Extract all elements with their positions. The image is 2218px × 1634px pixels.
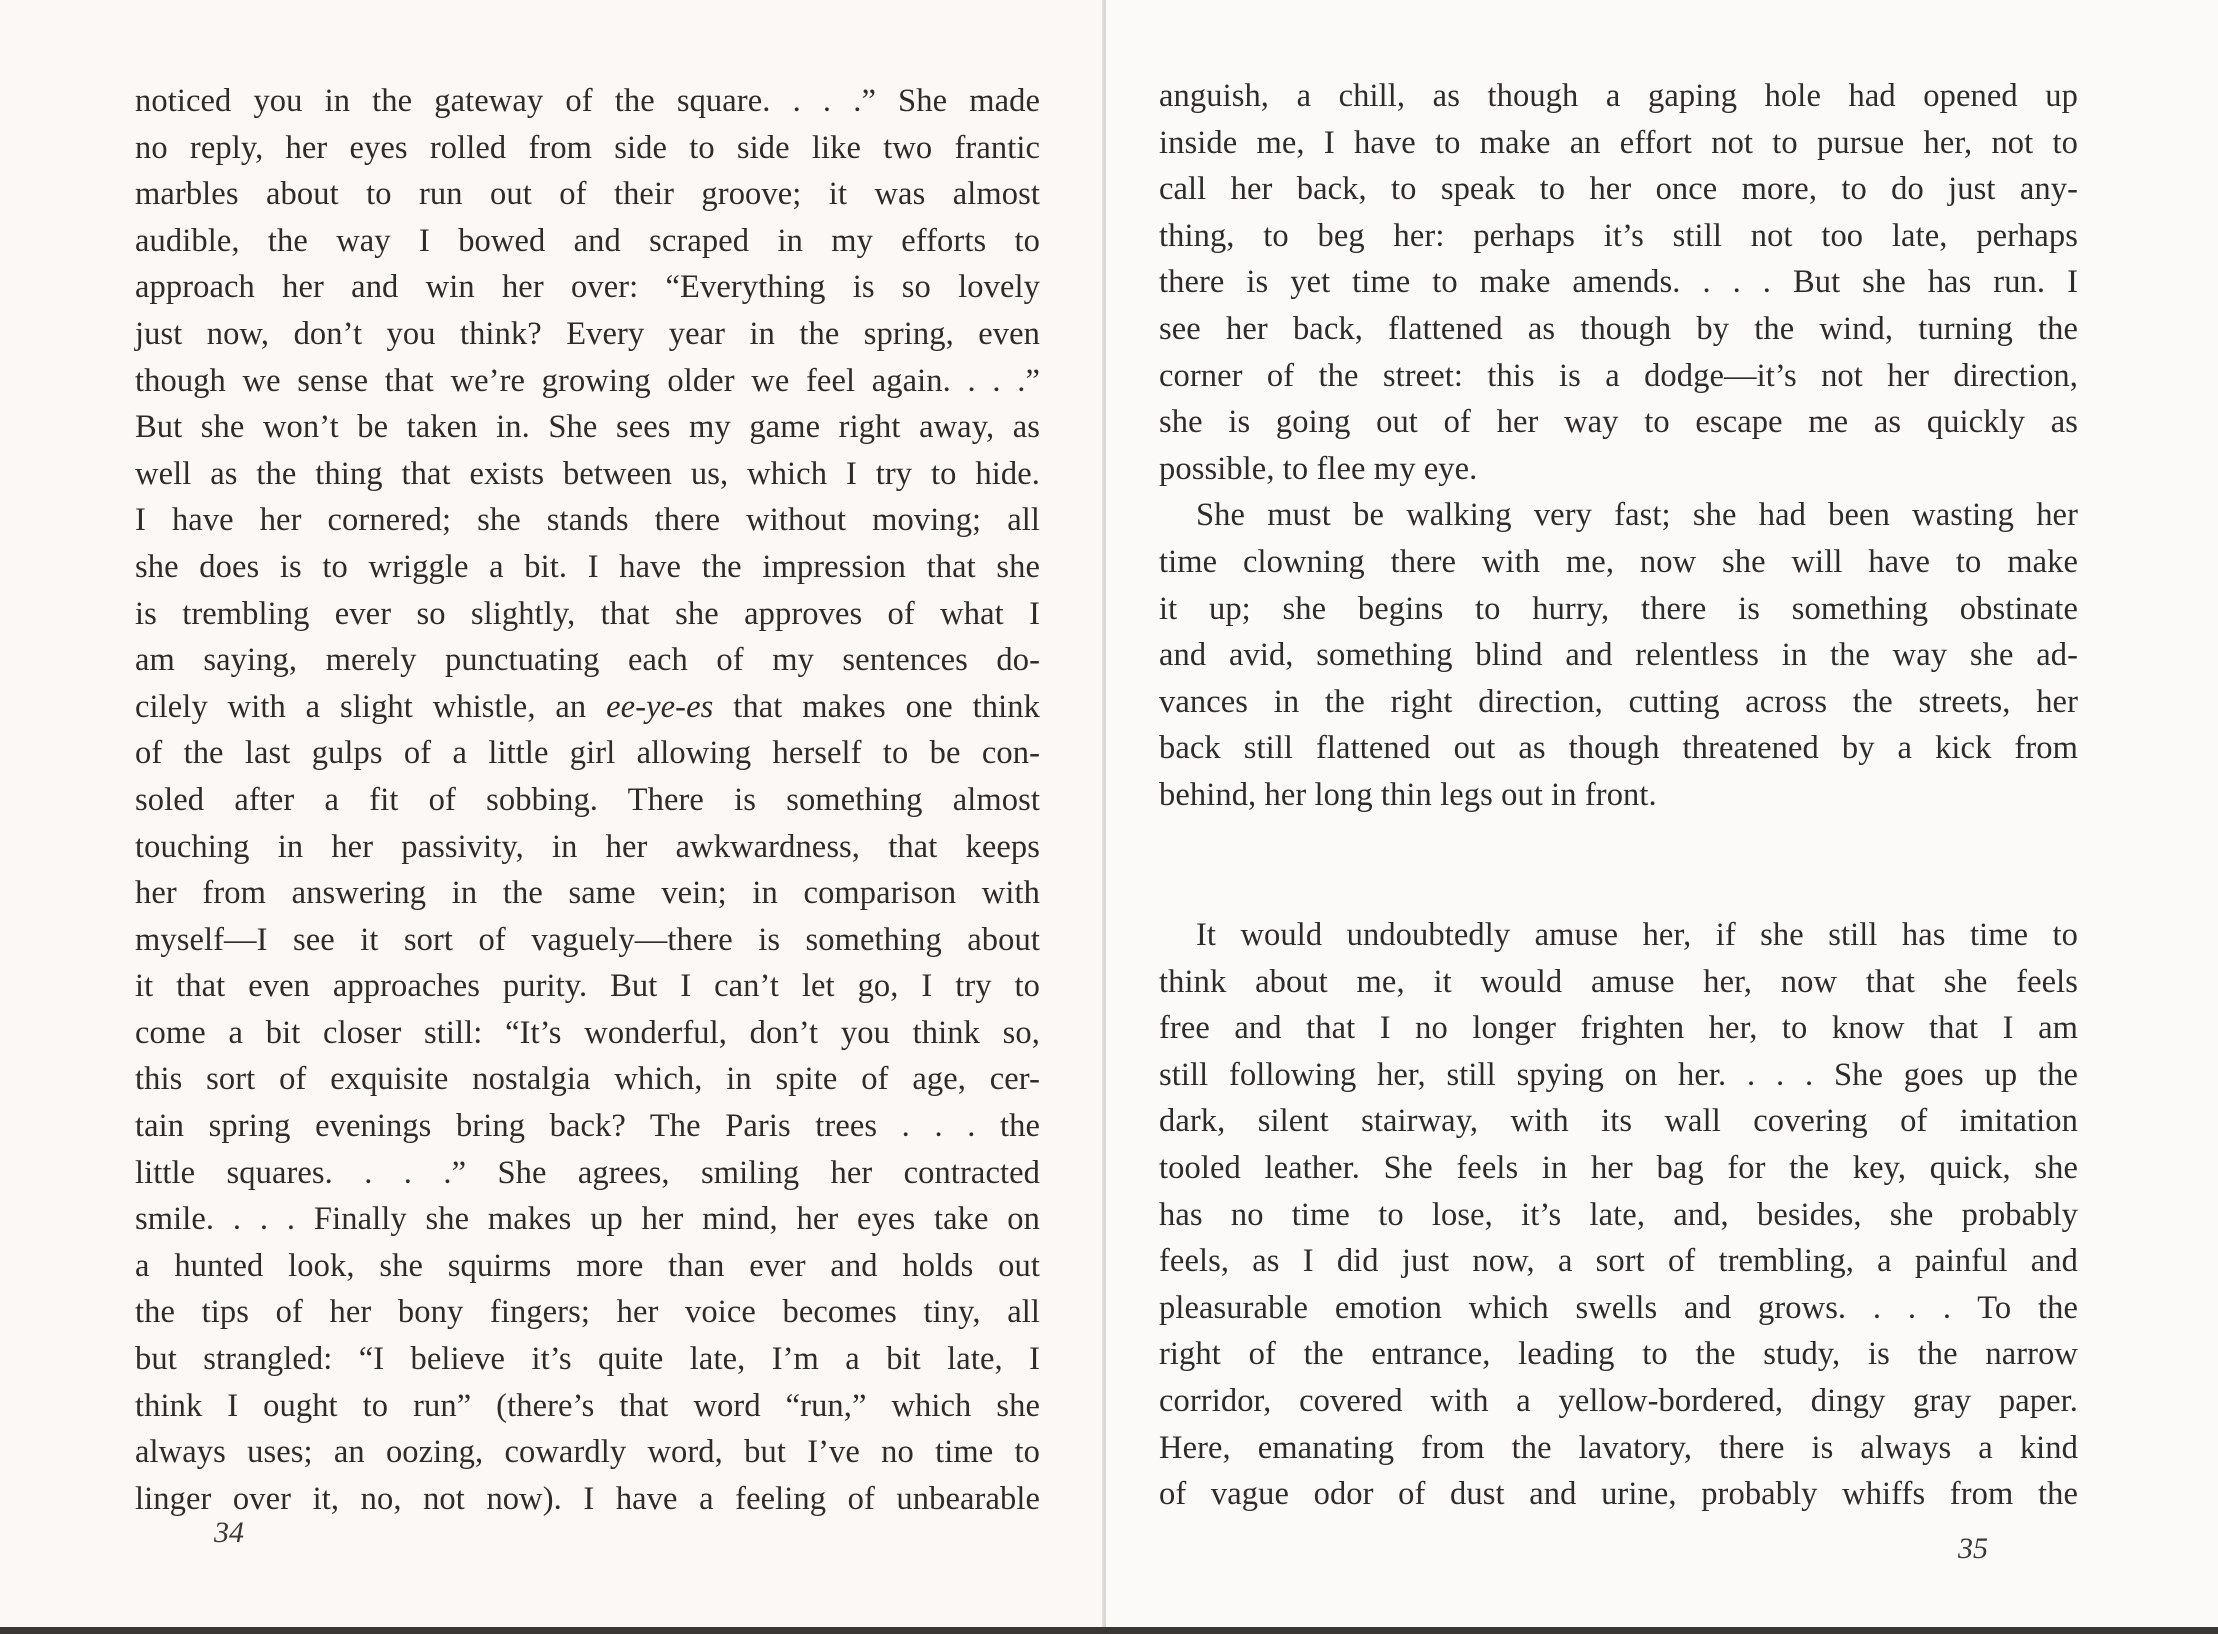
text-line: always uses; an oozing, cowardly word, but I’ve no time to [135,1434,1040,1471]
text-line: Here, emanating from the lavatory, there is always a kind [1159,1429,2078,1466]
italic-word: ee-ye-es [606,688,714,725]
text-line: the tips of her bony fingers; her voice becomes tiny, all [135,1294,1040,1331]
paragraph-3 [1159,912,2078,1518]
text-line: think I ought to run” (there’s that word “run,” which she [135,1387,1040,1424]
text-line: noticed you in the gateway of the square. . . .” She made [135,83,1040,119]
text-line: anguish, a chill, as though a gaping hole had opened up [1159,78,2078,114]
left-page-text [135,78,1040,1522]
page-number-left: 34 [214,1516,244,1549]
text-line: time clowning there with me, now she will have to make [1159,543,2078,580]
text-line: is trembling ever so slightly, that she approves of what I [135,595,1040,632]
text-line: audible, the way I bowed and scraped in my efforts to [135,222,1040,259]
text-line: myself—I see it sort of vaguely—there is something about [135,921,1040,958]
text-line: she does is to wriggle a bit. I have the impression that she [135,548,1040,585]
text-segment: that makes one think [713,688,1040,725]
paragraph-2 [1159,492,2078,818]
text-line: She must be walking very fast; she had been wasting her [1196,497,2078,534]
text-line: of the last gulps of a little girl allowing herself to be con- [135,735,1040,772]
paragraph-1 [1159,73,2078,492]
text-line: inside me, I have to make an effort not to pursue her, not to [1159,124,2078,161]
left-page [0,0,1104,1634]
text-line: her from answering in the same vein; in comparison with [135,875,1040,912]
text-line: though we sense that we’re growing older we feel again. . . .” [135,362,1040,399]
text-line: corridor, covered with a yellow-bordered, dingy gray paper. [1159,1382,2078,1419]
text-line: free and that I no longer frighten her, to know that I am [1159,1010,2078,1047]
text-line: call her back, to speak to her once more, to do just any- [1159,171,2078,208]
scan-bottom-edge [0,1627,2218,1634]
text-line: back still flattened out as though threatened by a kick from [1159,730,2078,767]
text-line: behind, her long thin legs out in front. [1159,776,1657,813]
text-line: see her back, flattened as though by the wind, turning the [1159,310,2078,347]
text-line: corner of the street: this is a dodge—it’s not her direction, [1159,357,2078,394]
text-line: and avid, something blind and relentless in the way she ad- [1159,637,2078,674]
text-line: come a bit closer still: “It’s wonderful, don’t you think so, [135,1014,1040,1051]
text-line: well as the thing that exists between us, which I try to hide. [135,455,1040,492]
right-page-text-bottom [1159,912,2078,1518]
text-line: tooled leather. She feels in her bag for the key, quick, she [1159,1149,2078,1186]
right-page-text-top [1159,73,2078,819]
text-line: there is yet time to make amends. . . . But she has run. I [1159,264,2078,301]
text-line: little squares. . . .” She agrees, smiling her contracted [135,1154,1040,1191]
text-line: right of the entrance, leading to the study, is the narrow [1159,1336,2078,1373]
text-line: marbles about to run out of their groove; it was almost [135,176,1040,213]
text-line: touching in her passivity, in her awkwardness, that keeps [135,828,1040,865]
text-line: this sort of exquisite nostalgia which, in spite of age, cer- [135,1061,1040,1098]
text-line: vances in the right direction, cutting across the streets, her [1159,683,2078,720]
text-line: no reply, her eyes rolled from side to side like two frantic [135,129,1040,166]
text-line: it up; she begins to hurry, there is something obstinate [1159,590,2078,627]
text-line: a hunted look, she squirms more than ever and holds out [135,1247,1040,1284]
text-line: of vague odor of dust and urine, probably whiffs from the [1159,1476,2078,1513]
text-line: It would undoubtedly amuse her, if she still has time to [1196,917,2078,953]
text-line: she is going out of her way to escape me as quickly as [1159,404,2078,441]
text-line: But she won’t be taken in. She sees my game right away, as [135,409,1040,446]
text-line: possible, to flee my eye. [1159,450,1478,487]
text-line: approach her and win her over: “Everything is so lovely [135,269,1040,306]
text-line: I have her cornered; she stands there without moving; all [135,502,1040,539]
text-line: thing, to beg her: perhaps it’s still not too late, perhaps [1159,217,2078,254]
text-line: think about me, it would amuse her, now that she feels [1159,963,2078,1000]
text-line: smile. . . . Finally she makes up her mind, her eyes take on [135,1201,1040,1238]
text-line: just now, don’t you think? Every year in the spring, even [135,315,1040,352]
text-line: linger over it, no, not now). I have a feeling of unbearable [135,1480,1040,1517]
text-line: has no time to lose, it’s late, and, besides, she probably [1159,1196,2078,1233]
text-line: pleasurable emotion which swells and grows. . . . To the [1159,1289,2078,1326]
text-line: still following her, still spying on her. . . . She goes up the [1159,1056,2078,1093]
text-line: tain spring evenings bring back? The Paris trees . . . the [135,1108,1040,1145]
text-line: soled after a fit of sobbing. There is something almost [135,781,1040,818]
page-number-right: 35 [1958,1532,1988,1565]
text-line-with-italic [135,684,1040,731]
text-segment: cilely with a slight whistle, an [135,688,607,725]
text-line: feels, as I did just now, a sort of trembling, a painful and [1159,1243,2078,1280]
text-line: but strangled: “I believe it’s quite late, I’m a bit late, I [135,1341,1040,1378]
text-line: it that even approaches purity. But I can’t let go, I try to [135,968,1040,1005]
text-line: dark, silent stairway, with its wall covering of imitation [1159,1103,2078,1140]
text-line: am saying, merely punctuating each of my sentences do- [135,642,1040,679]
